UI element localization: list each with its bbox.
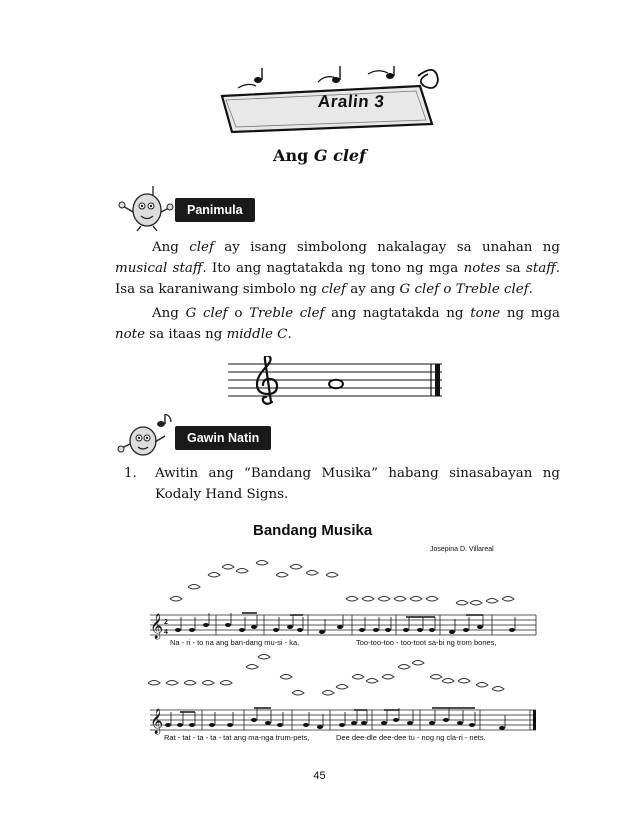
text-line: Awitin ang “Bandang Musika” habang sinasabayan ng — [155, 466, 560, 481]
section-header-gawin-natin — [115, 414, 275, 460]
page-title: Ang G clef — [273, 146, 366, 165]
section-header-panimula — [115, 186, 275, 232]
composer-name: Josepina D. Villareal — [430, 546, 494, 553]
list-number: 1. — [124, 466, 137, 481]
paragraph-intro — [115, 237, 560, 300]
instruction-list — [124, 463, 560, 505]
svg-text:𝄞: 𝄞 — [150, 709, 164, 734]
text-line: musical staff. Ito ang nagtatakda ng tono ng mga notes sa staff. — [115, 261, 560, 276]
lyrics-line: Rat - tat - ta - ta - tat ang ma-nga trum-pets, — [164, 733, 310, 742]
section-label: Panimula — [175, 198, 255, 222]
music-notation — [140, 517, 550, 757]
lesson-title: Aralin 3 — [317, 92, 386, 111]
kodaly-hand-signs-row1 — [170, 561, 514, 606]
text-line: note sa itaas ng middle C. — [115, 327, 292, 342]
lyrics-line: Too-too-too - too-toot sa-bi ng trom bones, — [356, 638, 497, 647]
text-line: Ang G clef o Treble clef ang nagtatakda ng tone ng mga — [152, 306, 561, 321]
text-line: Isa sa karaniwang simbolo ng clef ay ang G clef o Treble clef. — [115, 282, 533, 297]
section-label: Gawin Natin — [175, 426, 271, 450]
text-line: Kodaly Hand Signs. — [155, 487, 289, 502]
music-staff-2 — [150, 710, 536, 730]
lyrics-line: Dee dee-dle dee-dee tu - nog ng cla-ri - nets. — [336, 733, 486, 742]
svg-text:𝄞: 𝄞 — [150, 614, 164, 639]
text-line: Ang clef ay isang simbolong nakalagay sa unahan ng — [152, 240, 560, 255]
sheet-music-bandang-musika — [140, 517, 550, 757]
lesson-banner — [218, 66, 458, 136]
time-signature-bottom: 4 — [164, 629, 168, 636]
song-title: Bandang Musika — [253, 522, 373, 539]
list-item — [155, 463, 560, 505]
paragraph-g-clef — [115, 303, 560, 345]
kodaly-hand-signs-row2 — [148, 655, 504, 696]
mascot-icon — [115, 186, 177, 232]
whole-note — [329, 380, 343, 388]
page-number: 45 — [313, 770, 326, 782]
mascot-icon — [115, 414, 177, 460]
treble-clef-staff — [228, 356, 444, 406]
lyrics-line: Na - ri - to na ang ban-dang mu-si - ka, — [170, 638, 300, 647]
time-signature-top: 2 — [164, 619, 168, 626]
